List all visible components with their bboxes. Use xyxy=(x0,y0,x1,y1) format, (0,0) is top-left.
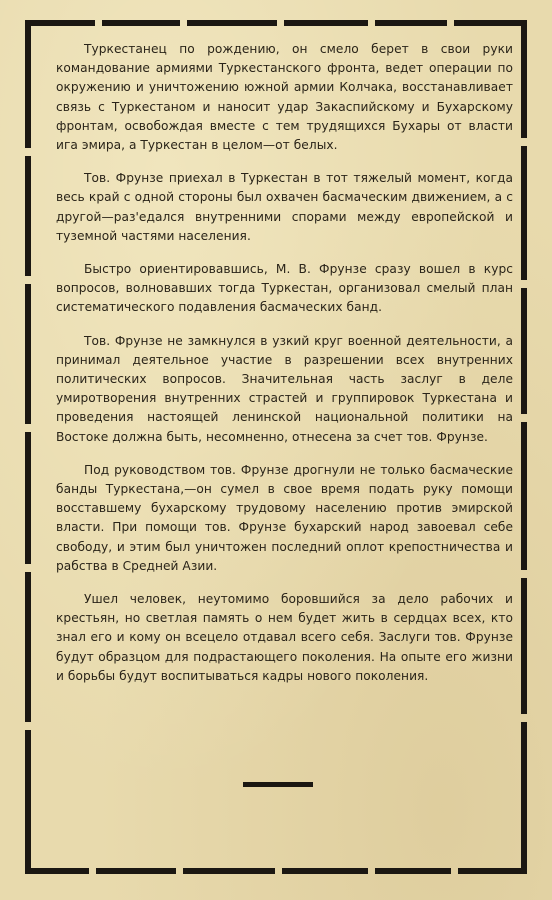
frame-top-segment xyxy=(454,20,527,26)
frame-left-segment xyxy=(25,20,31,148)
frame-bottom-segment xyxy=(25,868,89,874)
frame-right-segment xyxy=(521,288,527,414)
paragraph: Тов. Фрунзе приехал в Туркестан в тот тяжелый момент, когда весь край с одной стороны был охвачен басмаческим движением, а с другой—раз'едался внутренними спорами между европейской и туземной частями населения. xyxy=(56,171,513,243)
frame-right-segment xyxy=(521,20,527,138)
frame-bottom-segment xyxy=(458,868,527,874)
frame-right-segment xyxy=(521,422,527,570)
frame-left-segment xyxy=(25,572,31,722)
frame-left-segment xyxy=(25,156,31,276)
frame-top-segment xyxy=(25,20,95,26)
paragraph: Тов. Фрунзе не замкнулся в узкий круг военной деятельности, а принимал деятельное участие в разрешении всех внутренних политических вопросов. Значительная часть заслуг в деле умиротворения внутренних страстей и группировок Туркестана и проведения настоящей ленинской национальной политики на Востоке должна быть, несомненно, отнесена за счет тов. Фрунзе. xyxy=(56,333,513,444)
frame-bottom-segment xyxy=(183,868,275,874)
frame-right-segment xyxy=(521,146,527,280)
paragraph: Быстро ориентировавшись, М. В. Фрунзе сразу вошел в курс вопросов, волновавших тогда Туркестан, организовал смелый план систематического подавления басмаческих банд. xyxy=(56,262,513,315)
paragraph: Ушел человек, неутомимо боровшийся за дело рабочих и крестьян, но светлая память о нем будет жить в сердцах всех, кто знал его и кому он всецело отдавал всего себя. Заслуги тов. Фрунзе будут образцом для подрастающего поколения. На опыте его жизни и борьбы будут воспитываться кадры нового поколения. xyxy=(56,592,513,683)
frame-top-segment xyxy=(375,20,447,26)
frame-right-segment xyxy=(521,722,527,874)
frame-bottom-segment xyxy=(375,868,451,874)
frame-top-segment xyxy=(284,20,368,26)
frame-bottom-segment xyxy=(96,868,176,874)
frame-top-segment xyxy=(187,20,277,26)
frame-left-segment xyxy=(25,432,31,564)
frame-left-segment xyxy=(25,730,31,874)
paragraph: Туркестанец по рождению, он смело берет в свои руки командование армиями Туркестанского фронта, ведет операции по окружению и уничтожению южной армии Колчака, восстанавливает связь с Туркестаном и наносит удар Закаспийскому и Бухарскому фронтам, освобождая вместе с тем трудящихся Бухары от власти ига эмира, а Туркестан в целом—от белых. xyxy=(56,42,513,153)
frame-bottom-segment xyxy=(282,868,368,874)
article-body xyxy=(56,40,513,700)
frame-right-segment xyxy=(521,578,527,714)
frame-top-segment xyxy=(102,20,180,26)
paragraph: Под руководством тов. Фрунзе дрогнули не только басмаческие банды Туркестана,—он сумел в свое время подать руку помощи восставшему бухарскому трудовому населению против эмирской власти. При помощи тов. Фрунзе бухарский народ завоевал себе свободу, и этим был уничтожен последний оплот крепостничества и рабства в Средней Азии. xyxy=(56,462,513,573)
closing-rule xyxy=(243,782,313,787)
frame-left-segment xyxy=(25,284,31,424)
